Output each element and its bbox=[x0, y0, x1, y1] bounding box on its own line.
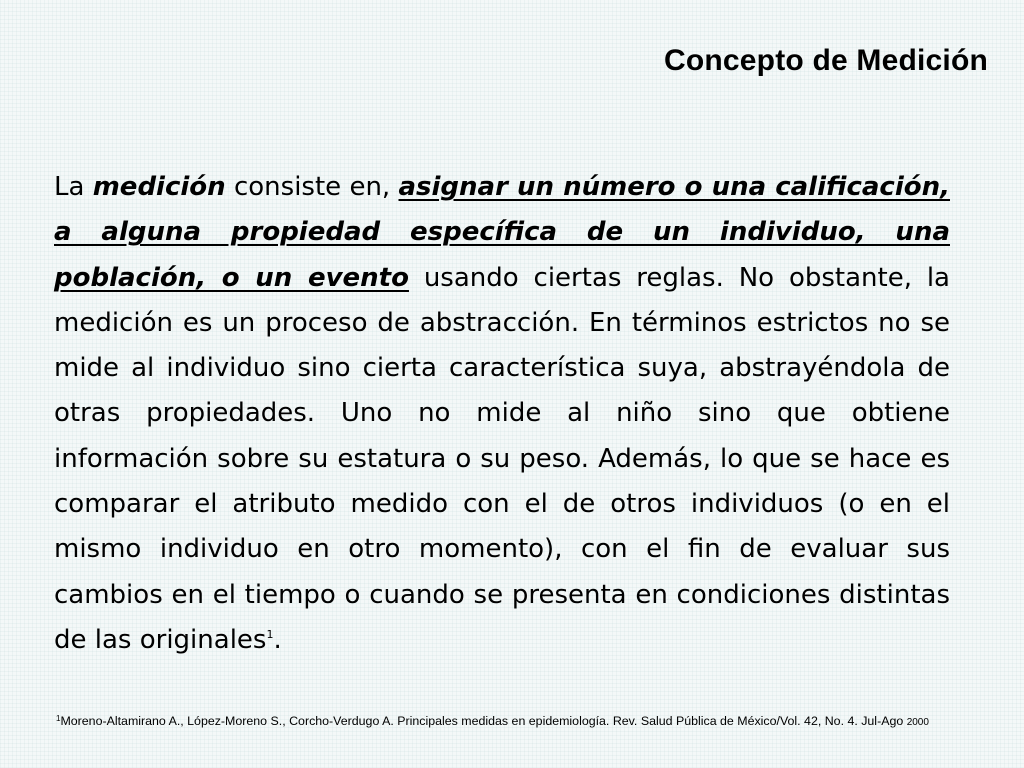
term-medicion: medición bbox=[92, 172, 226, 202]
definition-paragraph bbox=[54, 165, 950, 663]
paragraph-intro: La bbox=[54, 172, 93, 202]
footnote-reference: 1 bbox=[266, 628, 274, 642]
paragraph-connector: consiste en, bbox=[225, 172, 399, 202]
footnote-year: 2000 bbox=[906, 717, 929, 728]
footnote-marker: 1 bbox=[56, 714, 61, 723]
definition-underlined: asignar un número o una calificación, a alguna propiedad específica de un individuo, una población, o un evento bbox=[54, 172, 950, 293]
footnote-text: Moreno-Altamirano A., López-Moreno S., Corcho-Verdugo A. Principales medidas en epidemiología. Rev. Salud Pública de México/Vol. 42, No. 4. Jul-Ago bbox=[60, 714, 907, 728]
paragraph-end: . bbox=[273, 624, 282, 655]
footnote-citation bbox=[56, 714, 929, 728]
slide-title: Concepto de Medición bbox=[663, 44, 988, 77]
paragraph-body: usando ciertas reglas. No obstante, la medición es un proceso de abstracción. En términos estrictos no se mide al individuo sino cierta característica suya, abstrayéndola de otras propiedades. Uno no mide al niño sino que obtiene información sobre su estatura o su peso. Además, lo que se hace es comparar el atributo medido con el de otros individuos (o en el mismo individuo en otro momento), con el fin de evaluar sus cambios en el tiempo o cuando se presenta en condiciones distintas de las originales bbox=[54, 262, 950, 655]
